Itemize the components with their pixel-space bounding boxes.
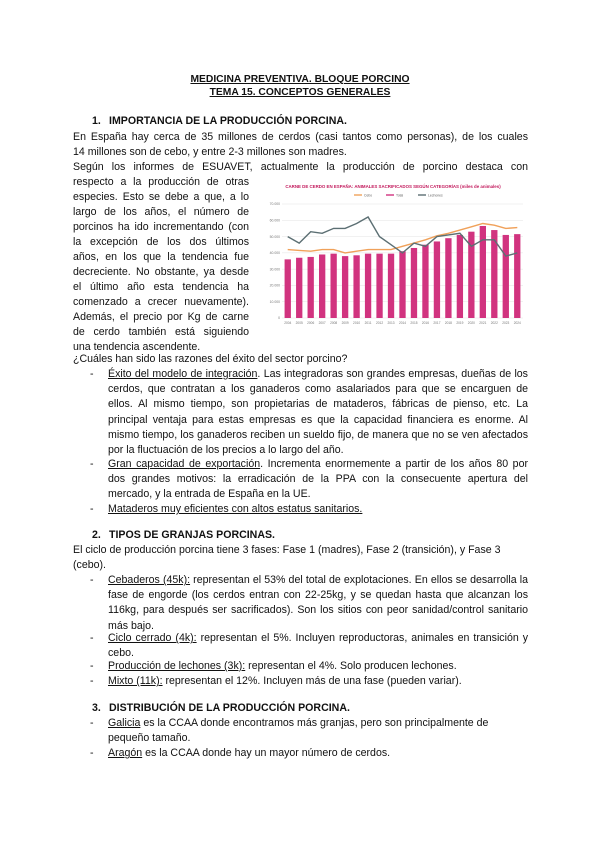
bullet-integration — [108, 367, 528, 458]
section-3-heading — [92, 702, 350, 715]
bullet-label: Ciclo cerrado (4k): — [108, 632, 197, 644]
bullet-label: Mataderos muy eficientes con altos estatus sanitarios. — [108, 503, 363, 515]
section-2-heading — [92, 529, 275, 542]
x-tick-label: 2019 — [456, 321, 464, 325]
bar-total-2023 — [503, 235, 509, 318]
x-tick-label: 2004 — [284, 321, 292, 325]
bullet-dash: - — [90, 574, 94, 586]
wrap-line: Además, el precio por Kg de carne — [73, 311, 249, 323]
x-tick-label: 2022 — [490, 321, 498, 325]
y-tick-label: 30.000 — [269, 267, 280, 272]
paragraph-line: Según los informes de ESUAVET, actualmente la producción de porcino destaca con — [73, 161, 528, 173]
bullet-aragon — [108, 746, 528, 761]
bullet-label: Aragón — [108, 747, 143, 759]
wrap-line: el último año esta tendencia ha — [73, 281, 249, 293]
bar-total-2012 — [376, 254, 382, 318]
bar-total-2018 — [445, 238, 451, 318]
wrap-line: especies. Esto se debe a que, a lo — [73, 191, 249, 203]
bullet-text: representan el 5%. Incluyen reproductoras, animales en transición y cebo. — [108, 632, 528, 660]
bullet-text: . Las integradoras son grandes empresas, dueñas de los cerdos, que contratan a los ganaderos como asalariados para que se encarguen de ellos. Al mismo tiempo, son propietarias de mataderos, fábricas de pienso, etc. La principal ventaja para estas empresas es que la capacidad financiera es enorme. Al mismo tiempo, los ganaderos reciben un sueldo fijo, de manera que no se ven afectados por la fluctuación de los precios a lo largo del año. — [108, 368, 528, 457]
x-tick-label: 2005 — [295, 321, 303, 325]
bullet-dash: - — [90, 632, 94, 644]
bar-total-2008 — [330, 254, 336, 318]
document-subtitle: TEMA 15. CONCEPTOS GENERALES — [209, 87, 391, 98]
y-tick-label: 40.000 — [269, 251, 280, 256]
bullet-slaughterhouses — [108, 502, 528, 517]
legend-label: Total — [396, 193, 404, 198]
bullet-label: Gran capacidad de exportación — [108, 458, 261, 470]
bar-total-2013 — [388, 254, 394, 318]
bullet-label: Éxito del modelo de integración — [108, 368, 258, 380]
bullet-cebaderos — [108, 573, 528, 634]
bullet-dash: - — [90, 660, 94, 672]
paragraph-line: En España hay cerca de 35 millones de cerdos (casi tantos como personas), de los cuales — [73, 131, 528, 143]
bullet-dash: - — [90, 503, 94, 515]
section-2-intro: El ciclo de producción porcina tiene 3 fases: Fase 1 (madres), Fase 2 (transición), y Fase 3 (cebo). — [73, 544, 501, 572]
x-tick-label: 2021 — [479, 321, 487, 325]
bar-total-2007 — [319, 254, 325, 318]
x-tick-label: 2013 — [387, 321, 395, 325]
section-3-title: DISTRIBUCIÓN DE LA PRODUCCIÓN PORCINA. — [109, 702, 350, 714]
x-tick-label: 2017 — [433, 321, 441, 325]
x-tick-label: 2018 — [444, 321, 452, 325]
x-tick-label: 2010 — [353, 321, 361, 325]
bullet-label: Mixto (11k): — [108, 675, 163, 687]
wrap-line: largo de los años, el número de — [73, 206, 249, 218]
y-tick-label: 20.000 — [269, 283, 280, 288]
bar-total-2019 — [457, 235, 463, 318]
section-3-number: 3. — [92, 702, 101, 714]
chart-title: CARNE DE CERDO EN ESPAÑA: ANIMALES SACRIFICADOS SEGÚN CATEGORÍAS (miles de animales) — [285, 184, 501, 189]
x-tick-label: 2007 — [318, 321, 326, 325]
chart-legend — [354, 193, 443, 197]
wrap-line: porcinos ha ido incrementando (con — [73, 221, 249, 233]
bar-total-2017 — [434, 241, 440, 318]
bullet-dash: - — [90, 458, 94, 470]
bar-total-2024 — [514, 234, 520, 318]
bullet-mixto — [108, 674, 528, 689]
bar-total-2004 — [285, 259, 291, 318]
x-tick-label: 2024 — [513, 321, 521, 325]
wrap-line: años, en los que la tendencia fue — [73, 251, 249, 263]
y-tick-label: 70.000 — [269, 202, 280, 207]
wrap-line: la excepción de los dos últimos — [73, 236, 249, 248]
bar-total-2006 — [308, 257, 314, 318]
bullet-text: . Incrementa enormemente a partir de los años 80 por dos grandes motivos: la erradicación de la PPA con la consecuente apertura del mercado, y la entrada de España en la UE. — [108, 458, 528, 501]
bar-total-2005 — [296, 258, 302, 318]
legend-label: Cebo — [364, 193, 373, 198]
x-tick-label: 2023 — [502, 321, 510, 325]
bullet-label: Galicia — [108, 717, 141, 729]
x-tick-label: 2009 — [341, 321, 349, 325]
document-title: MEDICINA PREVENTIVA. BLOQUE PORCINO — [190, 74, 410, 85]
bullet-dash: - — [90, 747, 94, 759]
bullet-label: Cebaderos (45k): — [108, 574, 191, 586]
question-text: ¿Cuáles han sido las razones del éxito del sector porcino? — [73, 353, 348, 365]
bar-total-2016 — [422, 245, 428, 318]
x-tick-label: 2012 — [376, 321, 384, 325]
bar-total-2011 — [365, 254, 371, 318]
x-tick-label: 2011 — [364, 321, 372, 325]
x-tick-label: 2006 — [307, 321, 315, 325]
bullet-dash: - — [90, 675, 94, 687]
section-1-heading — [92, 115, 347, 128]
bullet-text: representan el 4%. Solo producen lechones. — [245, 660, 457, 672]
x-tick-label: 2020 — [467, 321, 475, 325]
bar-total-2010 — [353, 255, 359, 318]
bar-total-2015 — [411, 248, 417, 318]
legend-label: Lechones — [428, 193, 443, 198]
slaughter-chart — [258, 178, 528, 333]
x-tick-label: 2016 — [421, 321, 429, 325]
bullet-text: es la CCAA donde encontramos más granjas, pero son principalmente de pequeño tamaño. — [108, 717, 489, 745]
x-tick-label: 2014 — [398, 321, 407, 325]
y-tick-label: 0 — [278, 316, 280, 321]
wrap-line: decreciente. No obstante, ya desde — [73, 266, 249, 278]
bullet-text: representan el 12%. Incluyen más de una fase (pueden variar). — [162, 675, 462, 687]
bullet-galicia — [108, 716, 508, 746]
bullet-label: Producción de lechones (3k): — [108, 660, 246, 672]
wrap-line: comenzado a crecer nuevamente). — [73, 296, 249, 308]
bullet-export — [108, 457, 528, 503]
bullet-lechones — [108, 659, 528, 674]
x-tick-label: 2008 — [330, 321, 338, 325]
y-tick-label: 50.000 — [269, 234, 280, 239]
paragraph-line: 14 millones son de cebo, y entre 2-3 millones son madres. — [73, 146, 347, 158]
wrap-line: respecto a la producción de otras — [73, 176, 249, 188]
section-1-number: 1. — [92, 115, 101, 127]
bar-total-2014 — [399, 251, 405, 318]
x-tick-label: 2015 — [410, 321, 418, 325]
bullet-dash: - — [90, 368, 94, 380]
wrap-line: de cerdo también está siguiendo — [73, 326, 249, 338]
wrap-line: una tendencia ascendente. — [73, 341, 201, 353]
bullet-ciclo-cerrado — [108, 631, 528, 661]
section-1-title: IMPORTANCIA DE LA PRODUCCIÓN PORCINA. — [109, 115, 347, 127]
bar-total-2009 — [342, 256, 348, 318]
bullet-text: es la CCAA donde hay un mayor número de cerdos. — [142, 747, 391, 759]
y-tick-label: 60.000 — [269, 218, 280, 223]
y-tick-label: 10.000 — [269, 299, 280, 304]
bullet-dash: - — [90, 717, 94, 729]
section-2-title: TIPOS DE GRANJAS PORCINAS. — [109, 529, 275, 541]
bullet-text: representan el 53% del total de explotaciones. En ellos se desarrolla la fase de engorde (los cerdos entran con 22-25kg, y se quedan hasta que alcanzan los 116kg, para después ser sacrificados). Son los sitios con peor sanidad/control sanitario más bajo. — [108, 574, 528, 632]
section-2-number: 2. — [92, 529, 101, 541]
